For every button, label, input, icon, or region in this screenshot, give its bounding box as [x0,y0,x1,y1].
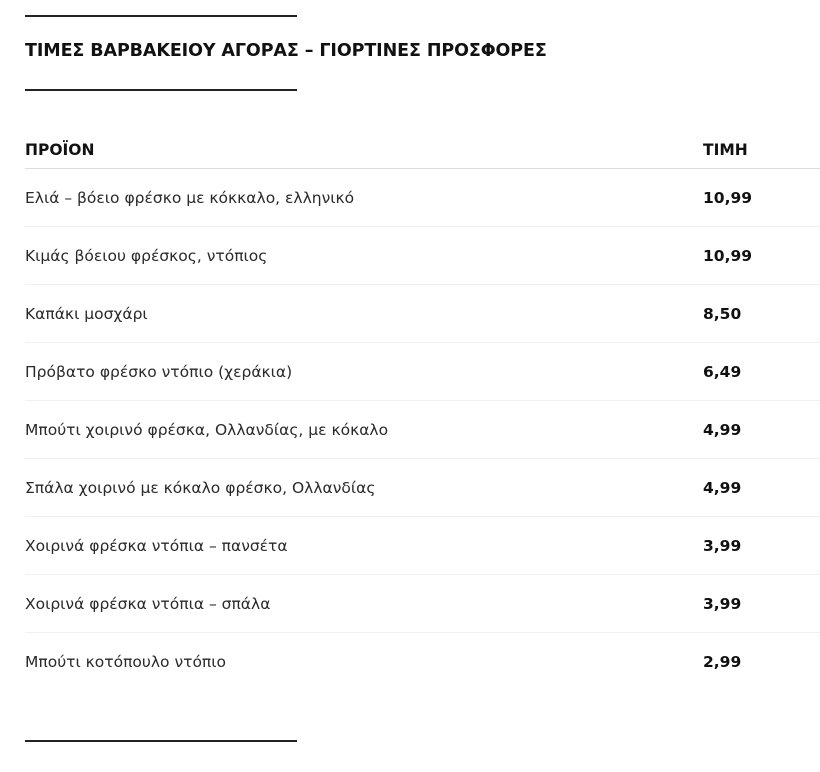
table-row [25,459,820,517]
title-divider [25,89,297,91]
header-product: ΠΡΟΪΟΝ [25,141,95,159]
product-price: 10,99 [703,246,753,265]
bottom-divider [25,740,297,742]
product-name: Πρόβατο φρέσκο ντόπιο (χεράκια) [25,362,293,381]
page-title: ΤΙΜΕΣ ΒΑΡΒΑΚΕΙΟΥ ΑΓΟΡΑΣ – ΓΙΟΡΤΙΝΕΣ ΠΡΟΣΦΟΡΕΣ [25,41,547,61]
product-name: Κιμάς βόειου φρέσκος, ντόπιος [25,246,268,265]
product-price: 10,99 [703,188,753,207]
product-price: 4,99 [703,420,742,439]
product-price: 3,99 [703,594,742,613]
product-price: 2,99 [703,652,742,671]
table-row [25,401,820,459]
product-price: 8,50 [703,304,742,323]
table-row [25,575,820,633]
price-table [25,132,820,690]
top-divider [25,15,297,17]
product-name: Μπούτι χοιρινό φρέσκα, Ολλανδίας, με κόκαλο [25,420,389,439]
product-price: 6,49 [703,362,742,381]
product-name: Σπάλα χοιρινό με κόκαλο φρέσκο, Ολλανδίας [25,478,376,497]
table-row [25,633,820,690]
table-row [25,169,820,227]
table-row [25,285,820,343]
product-price: 4,99 [703,478,742,497]
product-name: Ελιά – βόειο φρέσκο με κόκκαλο, ελληνικό [25,188,355,207]
table-row [25,227,820,285]
product-price: 3,99 [703,536,742,555]
product-name: Χοιρινά φρέσκα ντόπια – πανσέτα [25,536,288,555]
table-row [25,343,820,401]
product-name: Καπάκι μοσχάρι [25,304,148,323]
table-header [25,132,820,169]
table-row [25,517,820,575]
product-name: Χοιρινά φρέσκα ντόπια – σπάλα [25,594,271,613]
product-name: Μπούτι κοτόπουλο ντόπιο [25,652,226,671]
header-price: ΤΙΜΗ [703,141,748,159]
